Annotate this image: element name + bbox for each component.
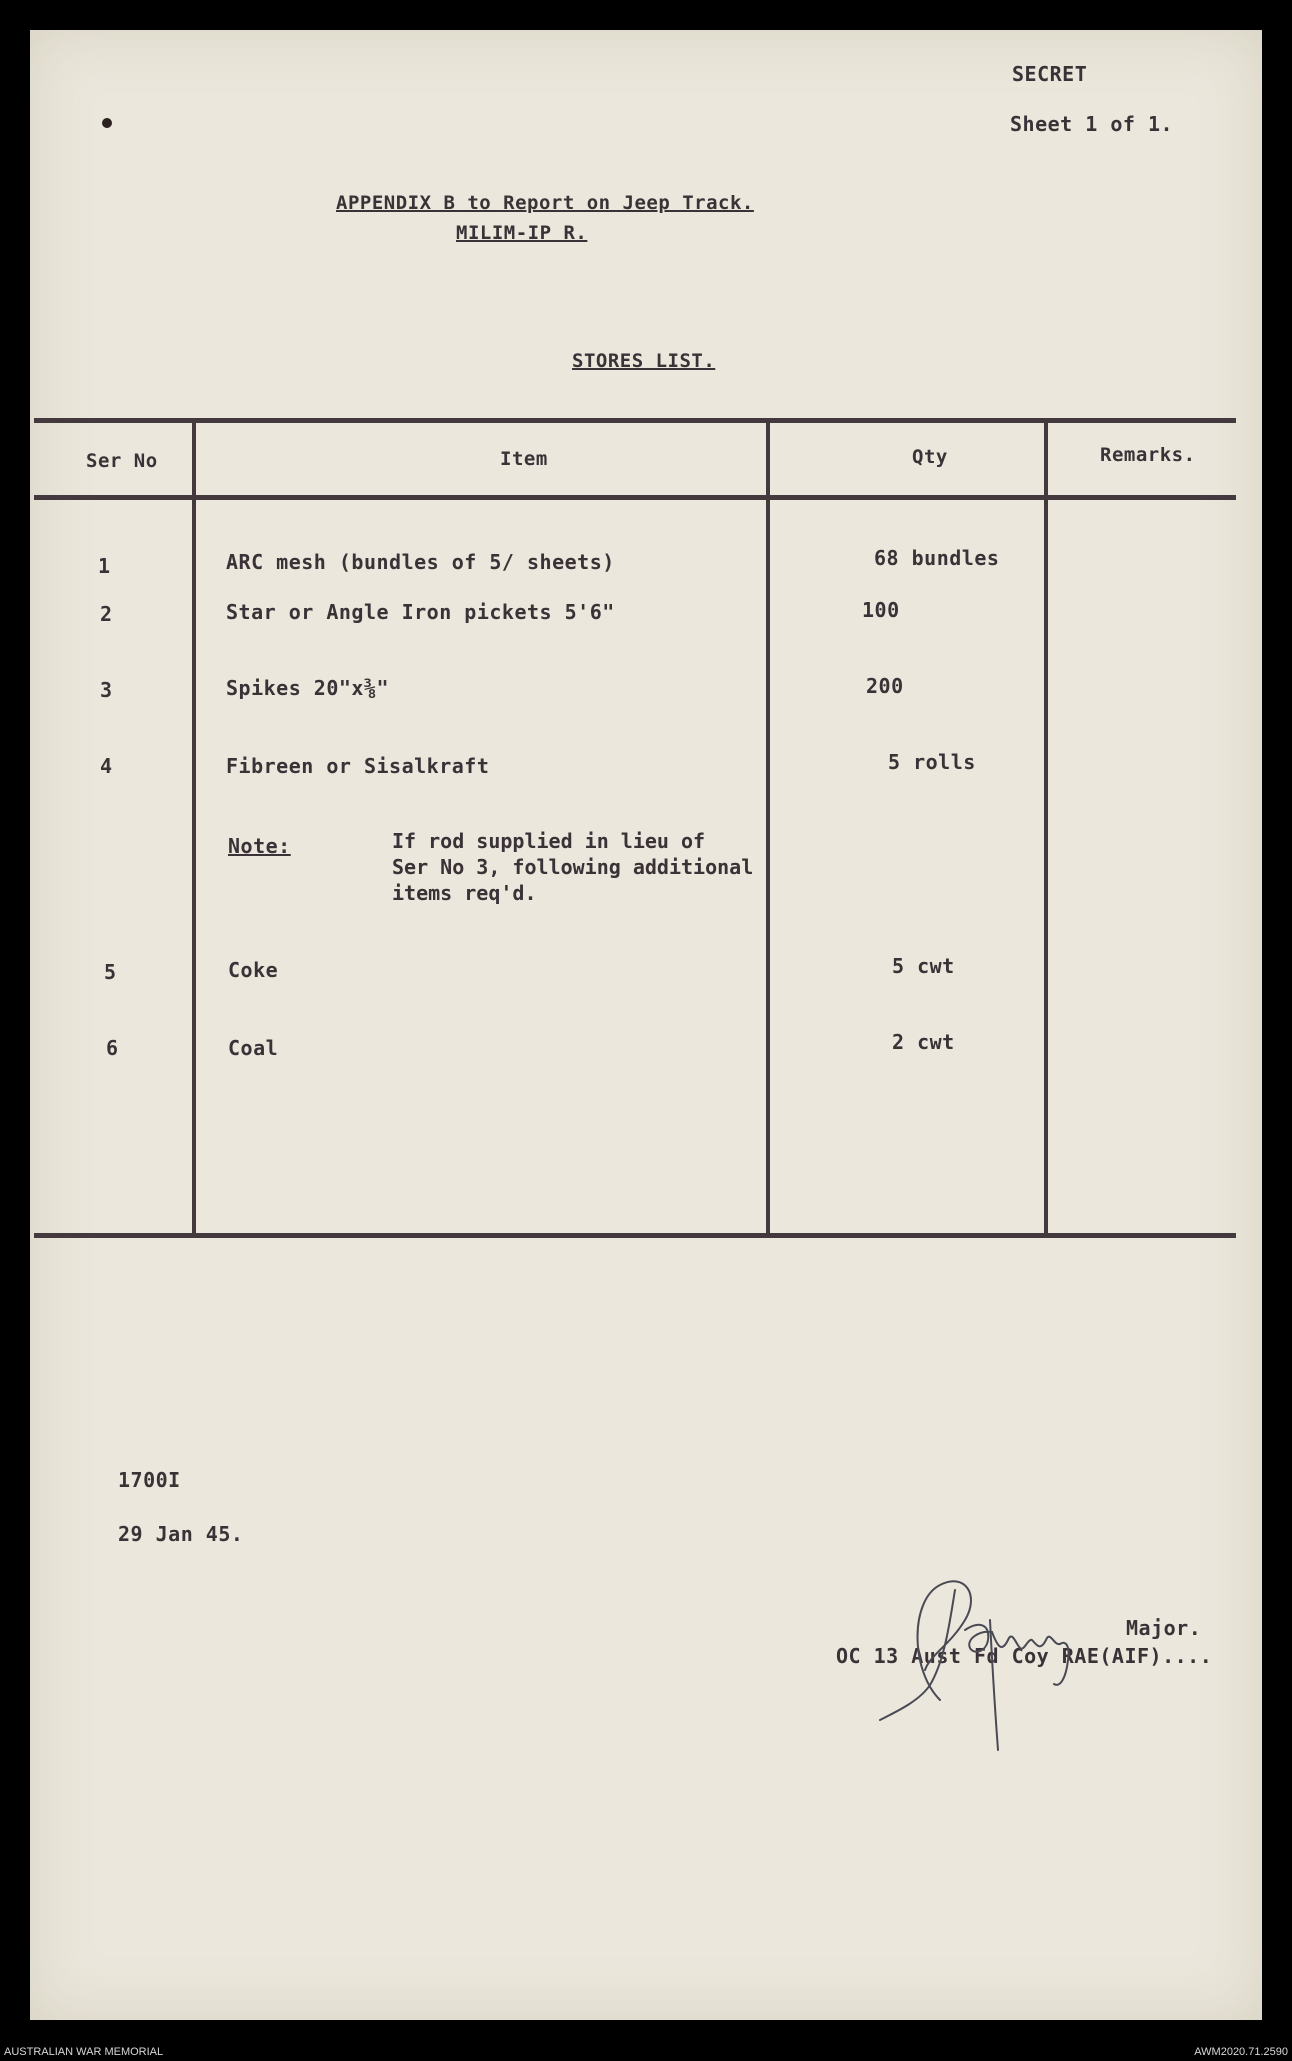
table-top-rule [34,418,1236,423]
signatory-unit: OC 13 Aust Fd Coy RAE(AIF).... [836,1644,1213,1668]
appendix-subtitle: MILIM-IP R. [456,222,588,244]
table-row-4-qty: 5 rolls [888,750,976,774]
column-divider-1 [192,418,196,1238]
document-date: 29 Jan 45. [118,1522,244,1546]
stores-list-title: STORES LIST. [572,350,716,372]
table-row-3-qty: 200 [866,674,904,698]
table-row-2-ser: 2 [100,602,113,626]
table-row-3-item: Spikes 20"x⅜" [226,676,390,700]
table-row-1-ser: 1 [98,554,111,578]
table-bottom-rule [34,1233,1236,1238]
table-row-1-qty: 68 bundles [874,546,1000,570]
column-header-qty: Qty [912,446,948,468]
table-row-2-qty: 100 [862,598,900,622]
table-row-5-item: Coke [228,958,279,982]
document-page [30,30,1262,2020]
archive-label-left: AUSTRALIAN WAR MEMORIAL [4,2046,164,2058]
punch-hole-mark [102,118,112,128]
appendix-title: APPENDIX B to Report on Jeep Track. [336,192,754,214]
column-header-remarks: Remarks. [1100,444,1196,466]
note-label: Note: [228,834,291,858]
note-text: If rod supplied in lieu of Ser No 3, following additional items req'd. [392,829,754,905]
table-row-5-qty: 5 cwt [892,954,955,978]
table-row-2-item: Star or Angle Iron pickets 5'6" [226,600,615,624]
signatory-rank: Major. [1126,1616,1202,1640]
table-row-5-ser: 5 [104,960,117,984]
table-row-4-ser: 4 [100,754,113,778]
table-row-6-qty: 2 cwt [892,1030,955,1054]
table-header-rule [34,495,1236,500]
column-header-ser-no: Ser No [86,450,158,472]
table-row-6-ser: 6 [106,1036,119,1060]
table-row-6-item: Coal [228,1036,279,1060]
time-stamp: 1700I [118,1468,181,1492]
table-row-4-item: Fibreen or Sisalkraft [226,754,490,778]
column-divider-2 [766,418,770,1238]
sheet-number: Sheet 1 of 1. [1010,112,1174,136]
column-header-item: Item [500,448,548,470]
table-row-1-item: ARC mesh (bundles of 5/ sheets) [226,550,615,574]
table-row-3-ser: 3 [100,678,113,702]
handwritten-signature [870,1560,1120,1760]
archive-label-right: AWM2020.71.2590 [1194,2046,1288,2058]
classification-label: SECRET [1012,62,1088,86]
column-divider-3 [1044,418,1048,1238]
